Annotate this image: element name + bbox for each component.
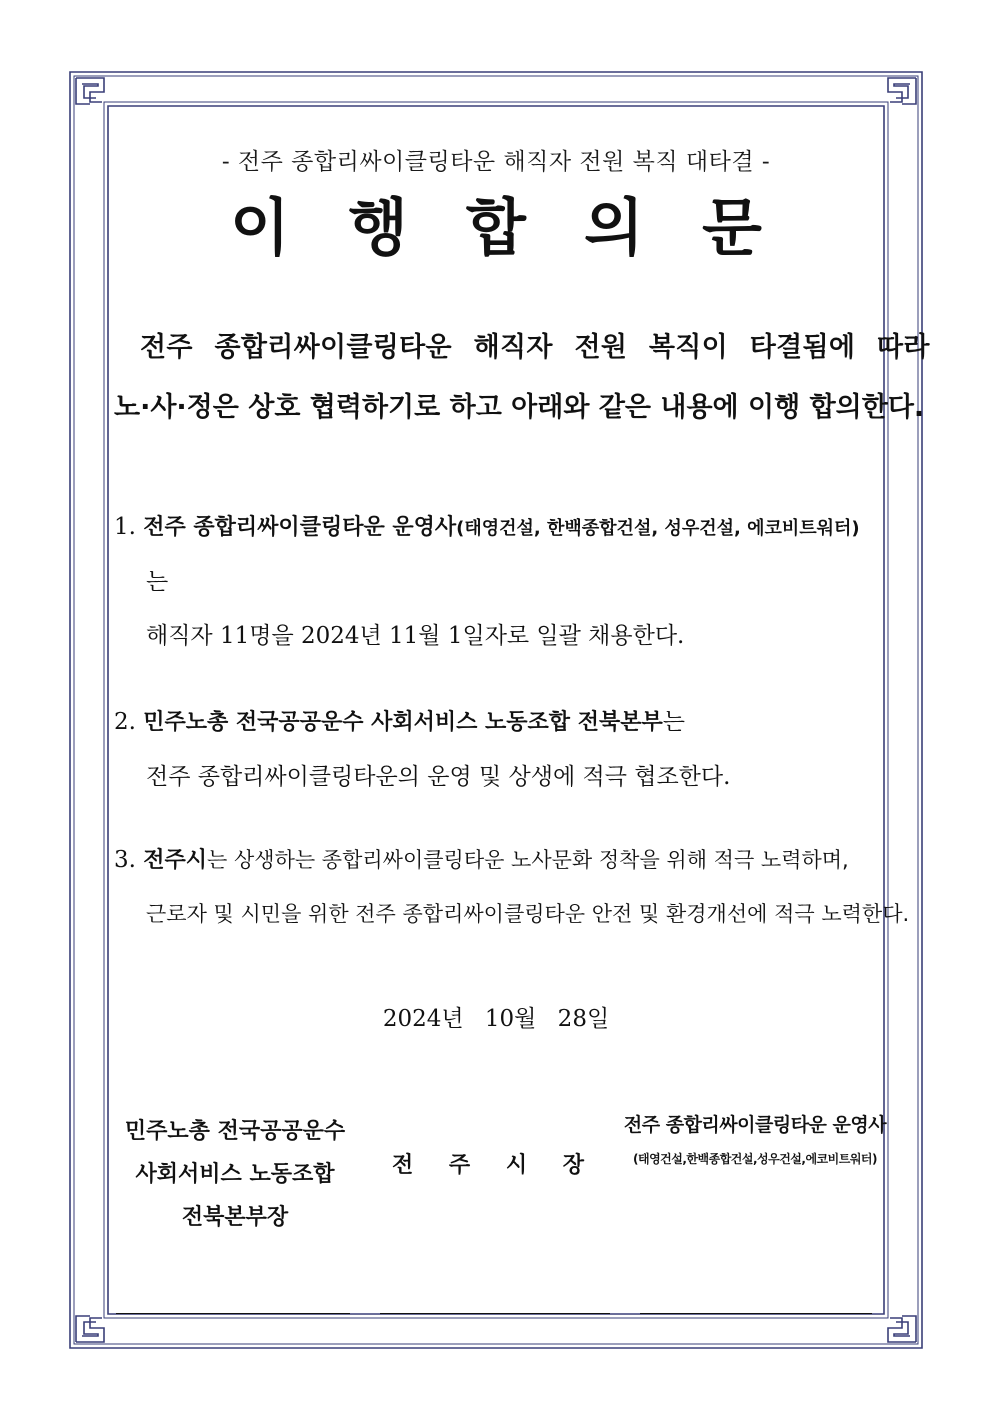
item-text: 는 상생하는 종합리싸이클링타운 노사문화 정착을 위해 적극 노력하며, [207, 848, 849, 872]
title-char: 행 [348, 191, 408, 264]
title-char: 의 [584, 191, 644, 264]
item-1 [114, 510, 860, 541]
intro-line-1: 전주 종합리싸이클링타운 해직자 전원 복직이 타결됨에 따라 [140, 332, 930, 363]
item-3-body: 근로자 및 시민을 위한 전주 종합리싸이클링타운 안전 및 환경개선에 적극 노력한다. [146, 902, 910, 926]
intro-line-2: 노·사·정은 상호 협력하기로 하고 아래와 같은 내용에 이행 합의한다. [114, 392, 925, 423]
item-number: 1. [114, 514, 136, 540]
title-char: 이 [230, 191, 290, 264]
item-2 [114, 703, 685, 736]
item-subject-detail: (태영건설, 한백종합건설, 성우건설, 에코비트워터) [456, 518, 860, 539]
item-1-wrap: 는 [146, 569, 169, 595]
title-char: 합 [466, 191, 526, 264]
title-char: 문 [702, 191, 762, 264]
agreement-date: 2024년 10월 28일 [382, 1006, 610, 1032]
item-number: 2. [114, 709, 136, 735]
item-subject: 전주시 [143, 848, 208, 873]
document-title [0, 178, 992, 267]
signatory-union-line: 전북본부장 [181, 1204, 289, 1230]
signatory-union-line: 사회서비스 노동조합 [135, 1161, 335, 1187]
item-subject: 민주노총 전국공공운수 사회서비스 노동조합 전북본부 [143, 710, 663, 735]
item-number: 3. [114, 847, 136, 873]
item-1-body: 해직자 11명을 2024년 11월 1일자로 일괄 채용한다. [146, 623, 685, 649]
item-subject: 전주 종합리싸이클링타운 운영사 [143, 515, 457, 540]
document-subtitle: - 전주 종합리싸이클링타운 해직자 전원 복직 대타결 - [221, 149, 771, 175]
signature-line-union [116, 1313, 350, 1314]
item-subject-particle: 는 [662, 709, 685, 735]
signatory-operator: 전주 종합리싸이클링타운 운영사 [623, 1114, 887, 1136]
signatory-union-line: 민주노총 전국공공운수 [124, 1118, 346, 1144]
signature-line-city [380, 1313, 610, 1314]
signatory-city: 전 주 시 장 [392, 1152, 598, 1178]
signature-line-operator [640, 1313, 872, 1314]
signatory-operator-members: (태영건설,한백종합건설,성우건설,에코비트워터) [633, 1152, 877, 1166]
signatory-union [90, 1110, 380, 1239]
item-2-body: 전주 종합리싸이클링타운의 운영 및 상생에 적극 협조한다. [146, 764, 731, 790]
item-3 [114, 843, 849, 874]
